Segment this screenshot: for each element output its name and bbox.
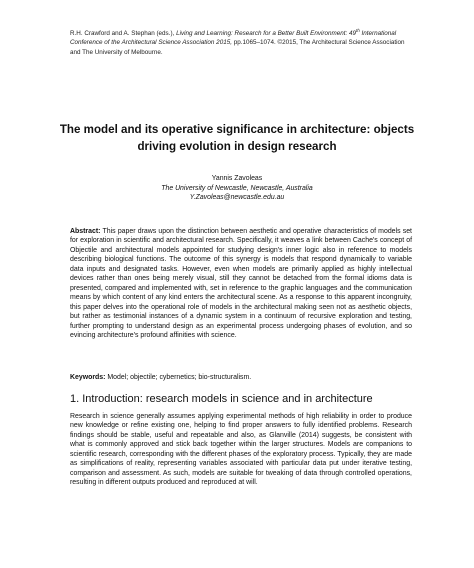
section-heading: 1. Introduction: research models in science and in architecture (70, 393, 373, 405)
abstract (70, 227, 412, 341)
keywords-text: Model; objectile; cybernetics; bio-structuralism. (107, 374, 252, 381)
paper-title: The model and its operative significance in architecture: objects driving evolution in design research (59, 123, 415, 153)
citation-header (70, 26, 412, 57)
header-book-title-sup: th (355, 28, 360, 33)
header-editors: R.H. Crawford and A. Stephan (eds.), (70, 30, 175, 38)
abstract-label: Abstract: (70, 228, 101, 235)
abstract-text: This paper draws upon the distinction between aesthetic and operative characteristics of models set for exploration in scientific and architectural research. Specifically, it weaves a link between Cache's concept of Objectile and architectural models appointed for studying design's inner logic also in reference to models describing biological functions. The outcome of this synergy is models that respond dynamically to variable data inputs and designated tasks. However, even when models are primarily applied as highly intellectual devices rather than ones being merely visual, still they cannot be detached from the formal idioms data is presented, compared and implemented with, set in reference to the graphic languages and the communication means by which content of any kind enters the architectural scene. As a response to this apparent incongruity, this paper delves into the operational role of models in the architectural making seen not as aesthetic objects, but rather as testimonial instances of a dynamic system in a continuum of recursive exploration and testing, further prompting to understand design as an experimental process undergoing phases of evolution, and so evincing architecture's profound affinities with science. (70, 228, 412, 340)
header-book-title: Living and Learning: Research for a Better Built Environment: 49 (176, 30, 356, 38)
header-book-title-cont: International Conference of the Architectural Science Association 2015, (70, 30, 397, 47)
keywords-label: Keywords: (70, 374, 106, 381)
author-name: Yannis Zavoleas (211, 175, 263, 182)
section-body (70, 412, 412, 488)
author-block (62, 174, 412, 203)
author-email: Y.Zavoleas@newcastle.edu.au (189, 194, 285, 202)
author-affiliation: The University of Newcastle, Newcastle, Australia (161, 184, 313, 192)
body-paragraph: Research in science generally assumes applying experimental methods of high reliability in order to produce new knowledge or refine existing one, helping to find proper answers to fully identified problems. Research findings should be stable, useful and repeatable and also, as Glanville (2014) suggests, be consistent with what is commonly approved and stick back together within the larger structures. Models are companions to scientific research, corresponding with the different phases of the exploratory process. Typically, they are made as simplifications of reality, representing variables associated with particular data put under iterative testing, comparison and assessment. As such, models are suitable for tweaking of data through controlled operations, resulting in different outputs produced and reproduced at will. (70, 413, 412, 487)
header-pages: pp.1065–1074. ©2015, The Architectural Science Association and The University of Melbourne. (70, 39, 405, 56)
keywords (70, 373, 412, 383)
